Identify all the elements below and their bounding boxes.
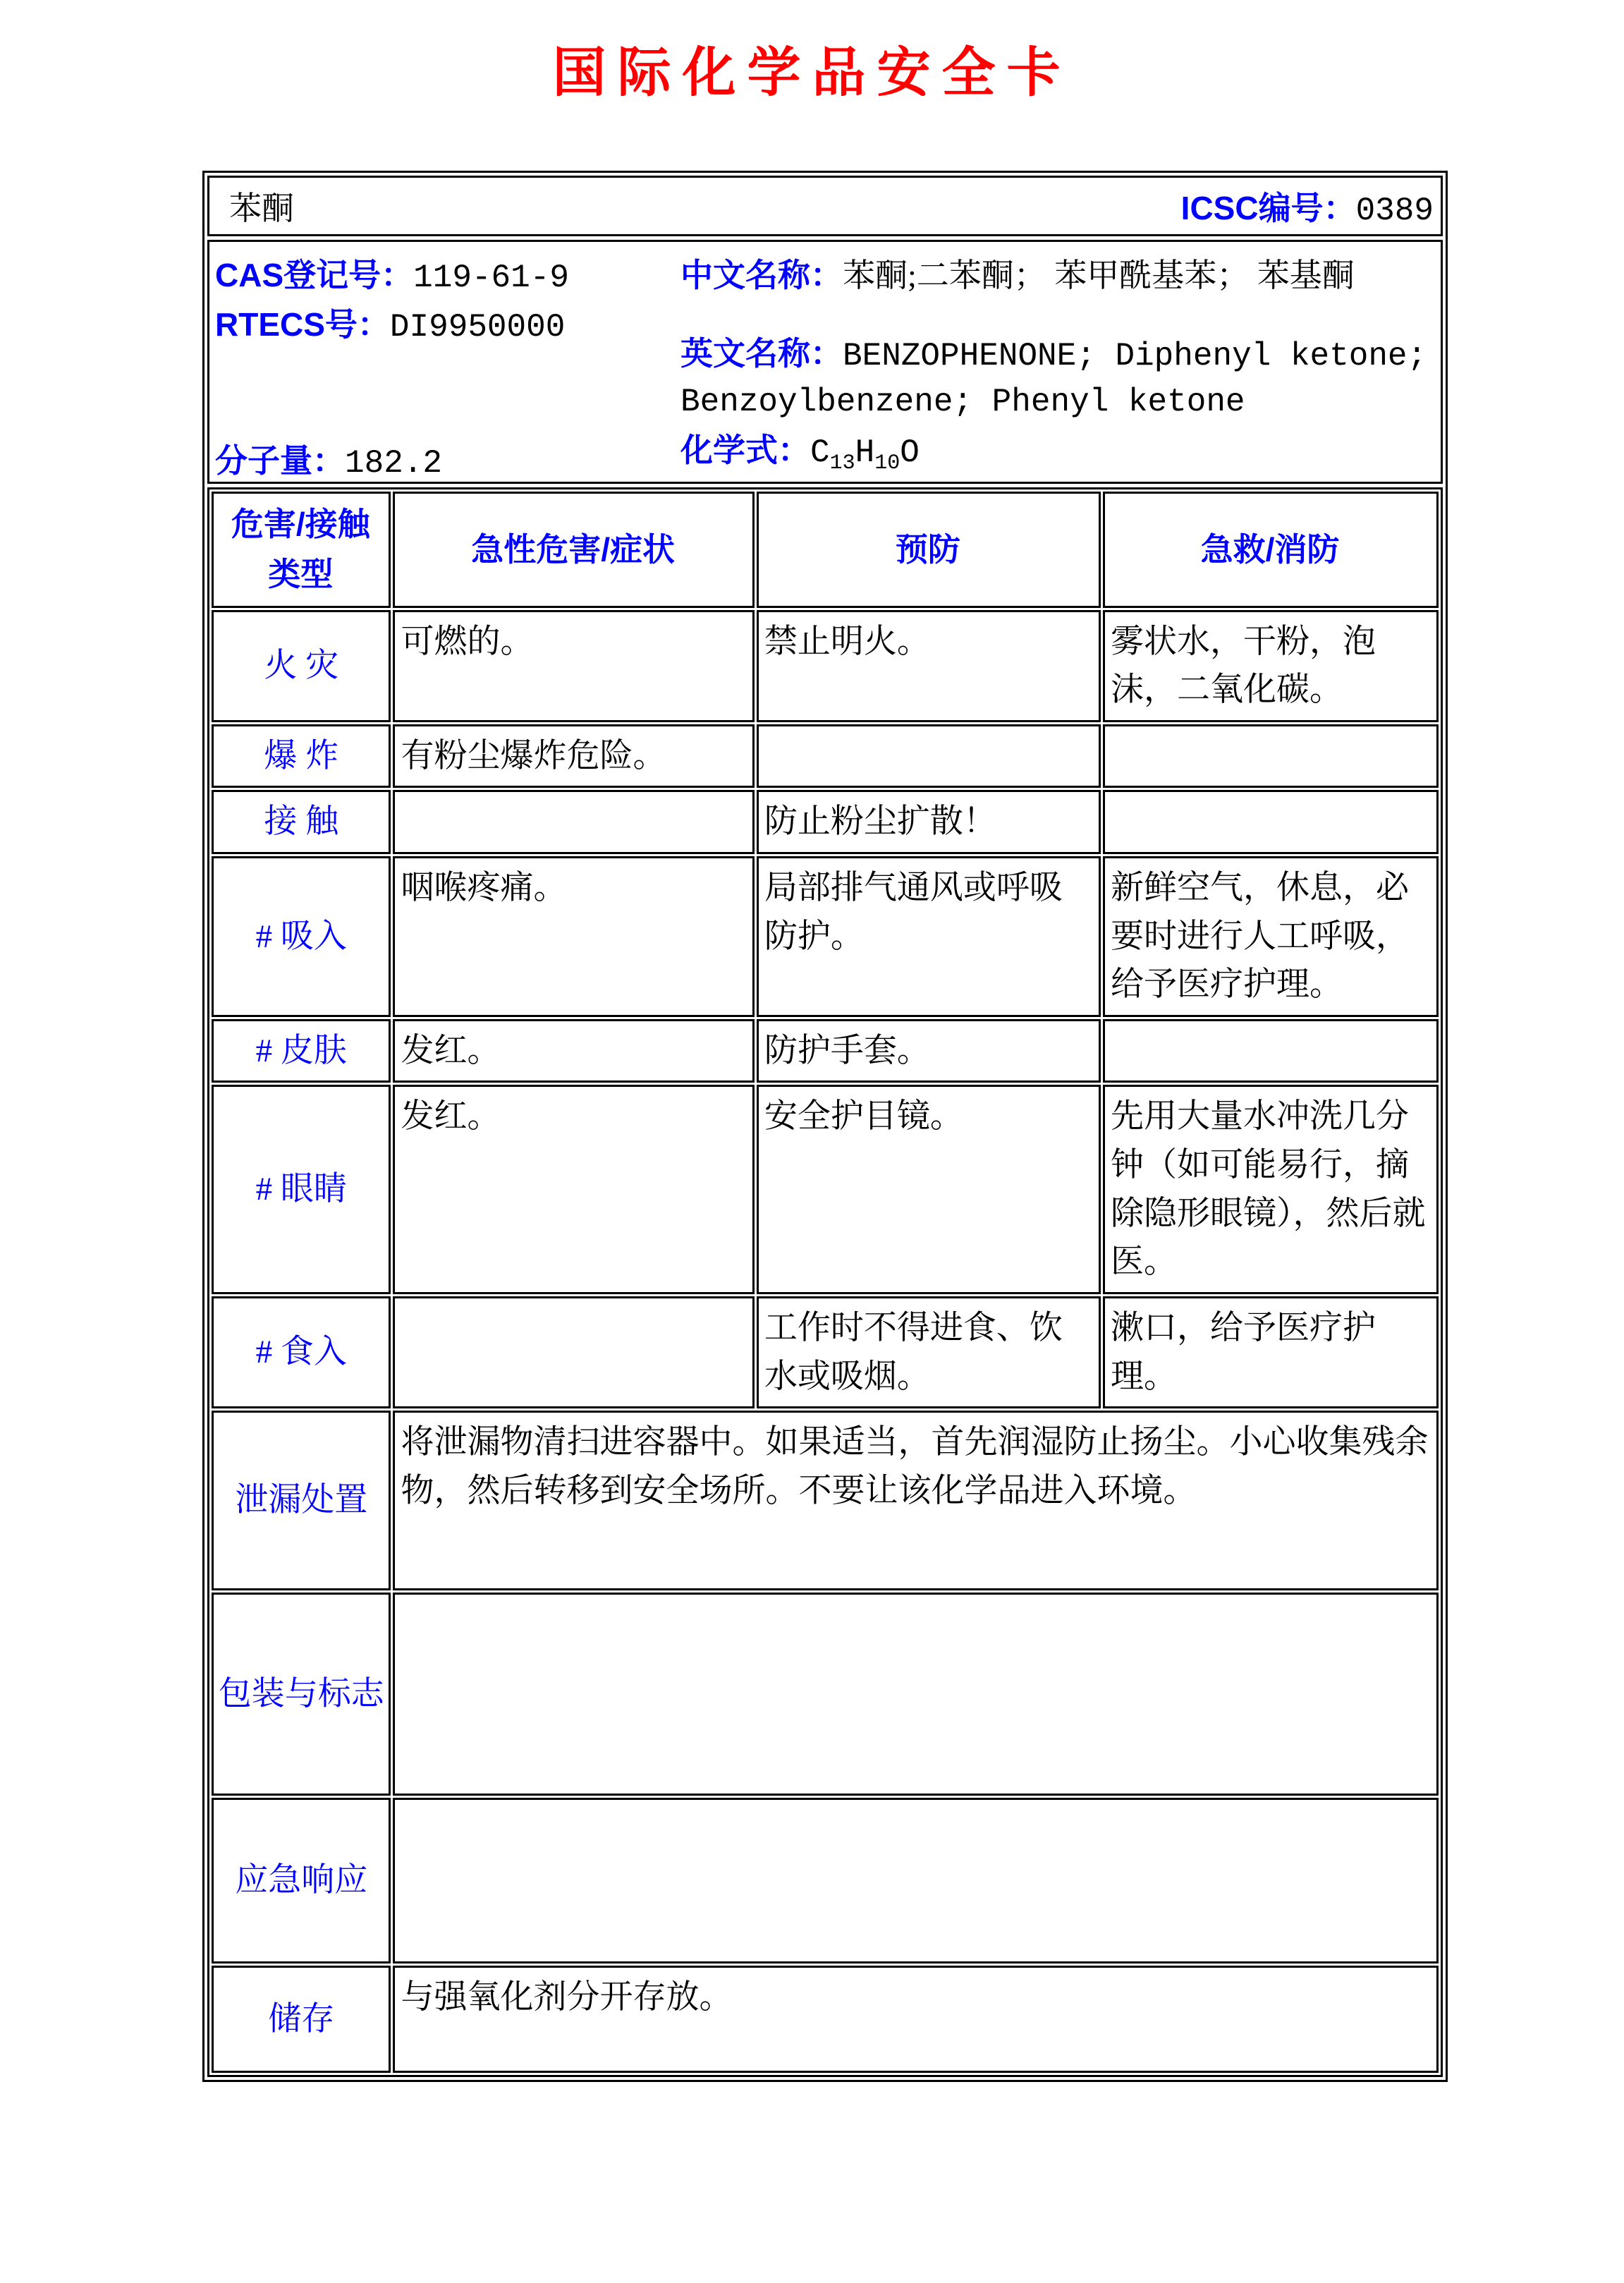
icsc-number-group [1181,183,1434,229]
section-label-cell: 储存 [212,1966,391,2073]
first-aid-cell [1103,1019,1439,1083]
row-skin [212,1019,1439,1083]
english-names-label: 英文名称： [680,335,843,372]
section-content-cell: 将泄漏物清扫进容器中。如果适当，首先润湿防止扬尘。小心收集残余物，然后转移到安全场所。不要让该化学品进入环境。 [393,1411,1439,1590]
substance-name: 苯酮 [229,190,294,226]
chemical-formula-line [680,427,1434,487]
icsc-number-label: ICSC编号： [1180,190,1356,226]
chemical-formula-label: 化学式： [680,432,810,468]
section-label-cell: 泄漏处置 [212,1411,391,1590]
row-contact [212,790,1439,854]
first-aid-cell: 新鲜空气，休息，必要时进行人工呼吸，给予医疗护理。 [1103,856,1439,1017]
row-explosion [212,724,1439,789]
section-content-cell [393,1593,1439,1796]
symptoms-cell: 发红。 [393,1019,754,1083]
symptoms-cell [393,790,754,854]
section-label-cell: 应急响应 [212,1798,391,1964]
rtecs-label: RTECS号： [215,306,390,343]
hazard-type-cell: # 吸入 [212,856,391,1017]
rtecs-value: DI9950000 [389,309,566,346]
chinese-names-value: 苯酮;二苯酮； 苯甲酰基苯； 苯基酮 [843,257,1355,293]
cas-value: 119-61-9 [413,260,569,296]
hazard-type-cell: # 眼睛 [212,1085,391,1293]
cas-number-line [215,252,680,301]
section-content-cell [393,1798,1439,1964]
first-aid-cell: 漱口，给予医疗护理。 [1103,1296,1439,1408]
section-label-cell: 包装与标志 [212,1593,391,1796]
english-names-line [680,331,1428,424]
hazard-table [207,487,1443,2077]
rtecs-number-line [215,301,680,351]
prevention-cell: 工作时不得进食、饮水或吸烟。 [757,1296,1101,1408]
chemical-formula: $C_{13}H_{10}O$ [810,434,920,476]
chinese-names-line [680,252,1434,299]
icsc-card [202,171,1448,2082]
prevention-cell [757,724,1101,789]
header-first-aid: 急救/消防 [1103,492,1439,608]
row-inhalation [212,856,1439,1017]
prevention-cell: 局部排气通风或呼吸防护。 [757,856,1101,1017]
molecular-weight-line [215,437,680,487]
header-hazard-type: 危害/接触类型 [212,492,391,608]
molecular-weight-value: 182.2 [345,445,443,482]
row-emergency-response [212,1798,1439,1964]
english-names-value: BENZOPHENONE; Diphenyl ketone; Benzoylbenzene; Phenyl ketone [680,338,1427,420]
icsc-number-value: 0389 [1355,193,1434,229]
registry-numbers [215,252,680,427]
hazard-type-cell: 接 触 [212,790,391,854]
symptoms-cell [393,1296,754,1408]
chemical-names [680,252,1434,427]
hazard-type-cell: # 皮肤 [212,1019,391,1083]
symptoms-cell: 咽喉疼痛。 [393,856,754,1017]
row-eyes [212,1085,1439,1293]
row-ingestion [212,1296,1439,1408]
section-content-cell: 与强氧化剂分开存放。 [393,1966,1439,2073]
row-storage [212,1966,1439,2073]
symptoms-cell: 可燃的。 [393,610,754,722]
header-prevention: 预防 [757,492,1101,608]
card-header [207,176,1443,236]
first-aid-cell [1103,724,1439,789]
prevention-cell: 防止粉尘扩散！ [757,790,1101,854]
first-aid-cell: 先用大量水冲洗几分钟（如可能易行，摘除隐形眼镜），然后就医。 [1103,1085,1439,1293]
symptoms-cell: 有粉尘爆炸危险。 [393,724,754,789]
chinese-names-label: 中文名称： [680,257,843,293]
hazard-type-cell: # 食入 [212,1296,391,1408]
hazard-type-cell: 火 灾 [212,610,391,722]
hazard-table-box [207,487,1443,2077]
prevention-cell: 安全护目镜。 [757,1085,1101,1293]
first-aid-cell: 雾状水，干粉，泡沫，二氧化碳。 [1103,610,1439,722]
first-aid-cell [1103,790,1439,854]
row-fire [212,610,1439,722]
identity-box [207,240,1443,484]
cas-label: CAS登记号： [215,257,414,293]
page-title: 国际化学品安全卡 [552,44,1072,103]
row-spill-disposal [212,1411,1439,1590]
molecular-weight-label: 分子量： [215,442,345,480]
prevention-cell: 禁止明火。 [757,610,1101,722]
header-acute-symptoms: 急性危害/症状 [393,492,754,608]
table-header-row [212,492,1439,608]
prevention-cell: 防护手套。 [757,1019,1101,1083]
symptoms-cell: 发红。 [393,1085,754,1293]
hazard-type-cell: 爆 炸 [212,724,391,789]
row-packaging-labelling [212,1593,1439,1796]
